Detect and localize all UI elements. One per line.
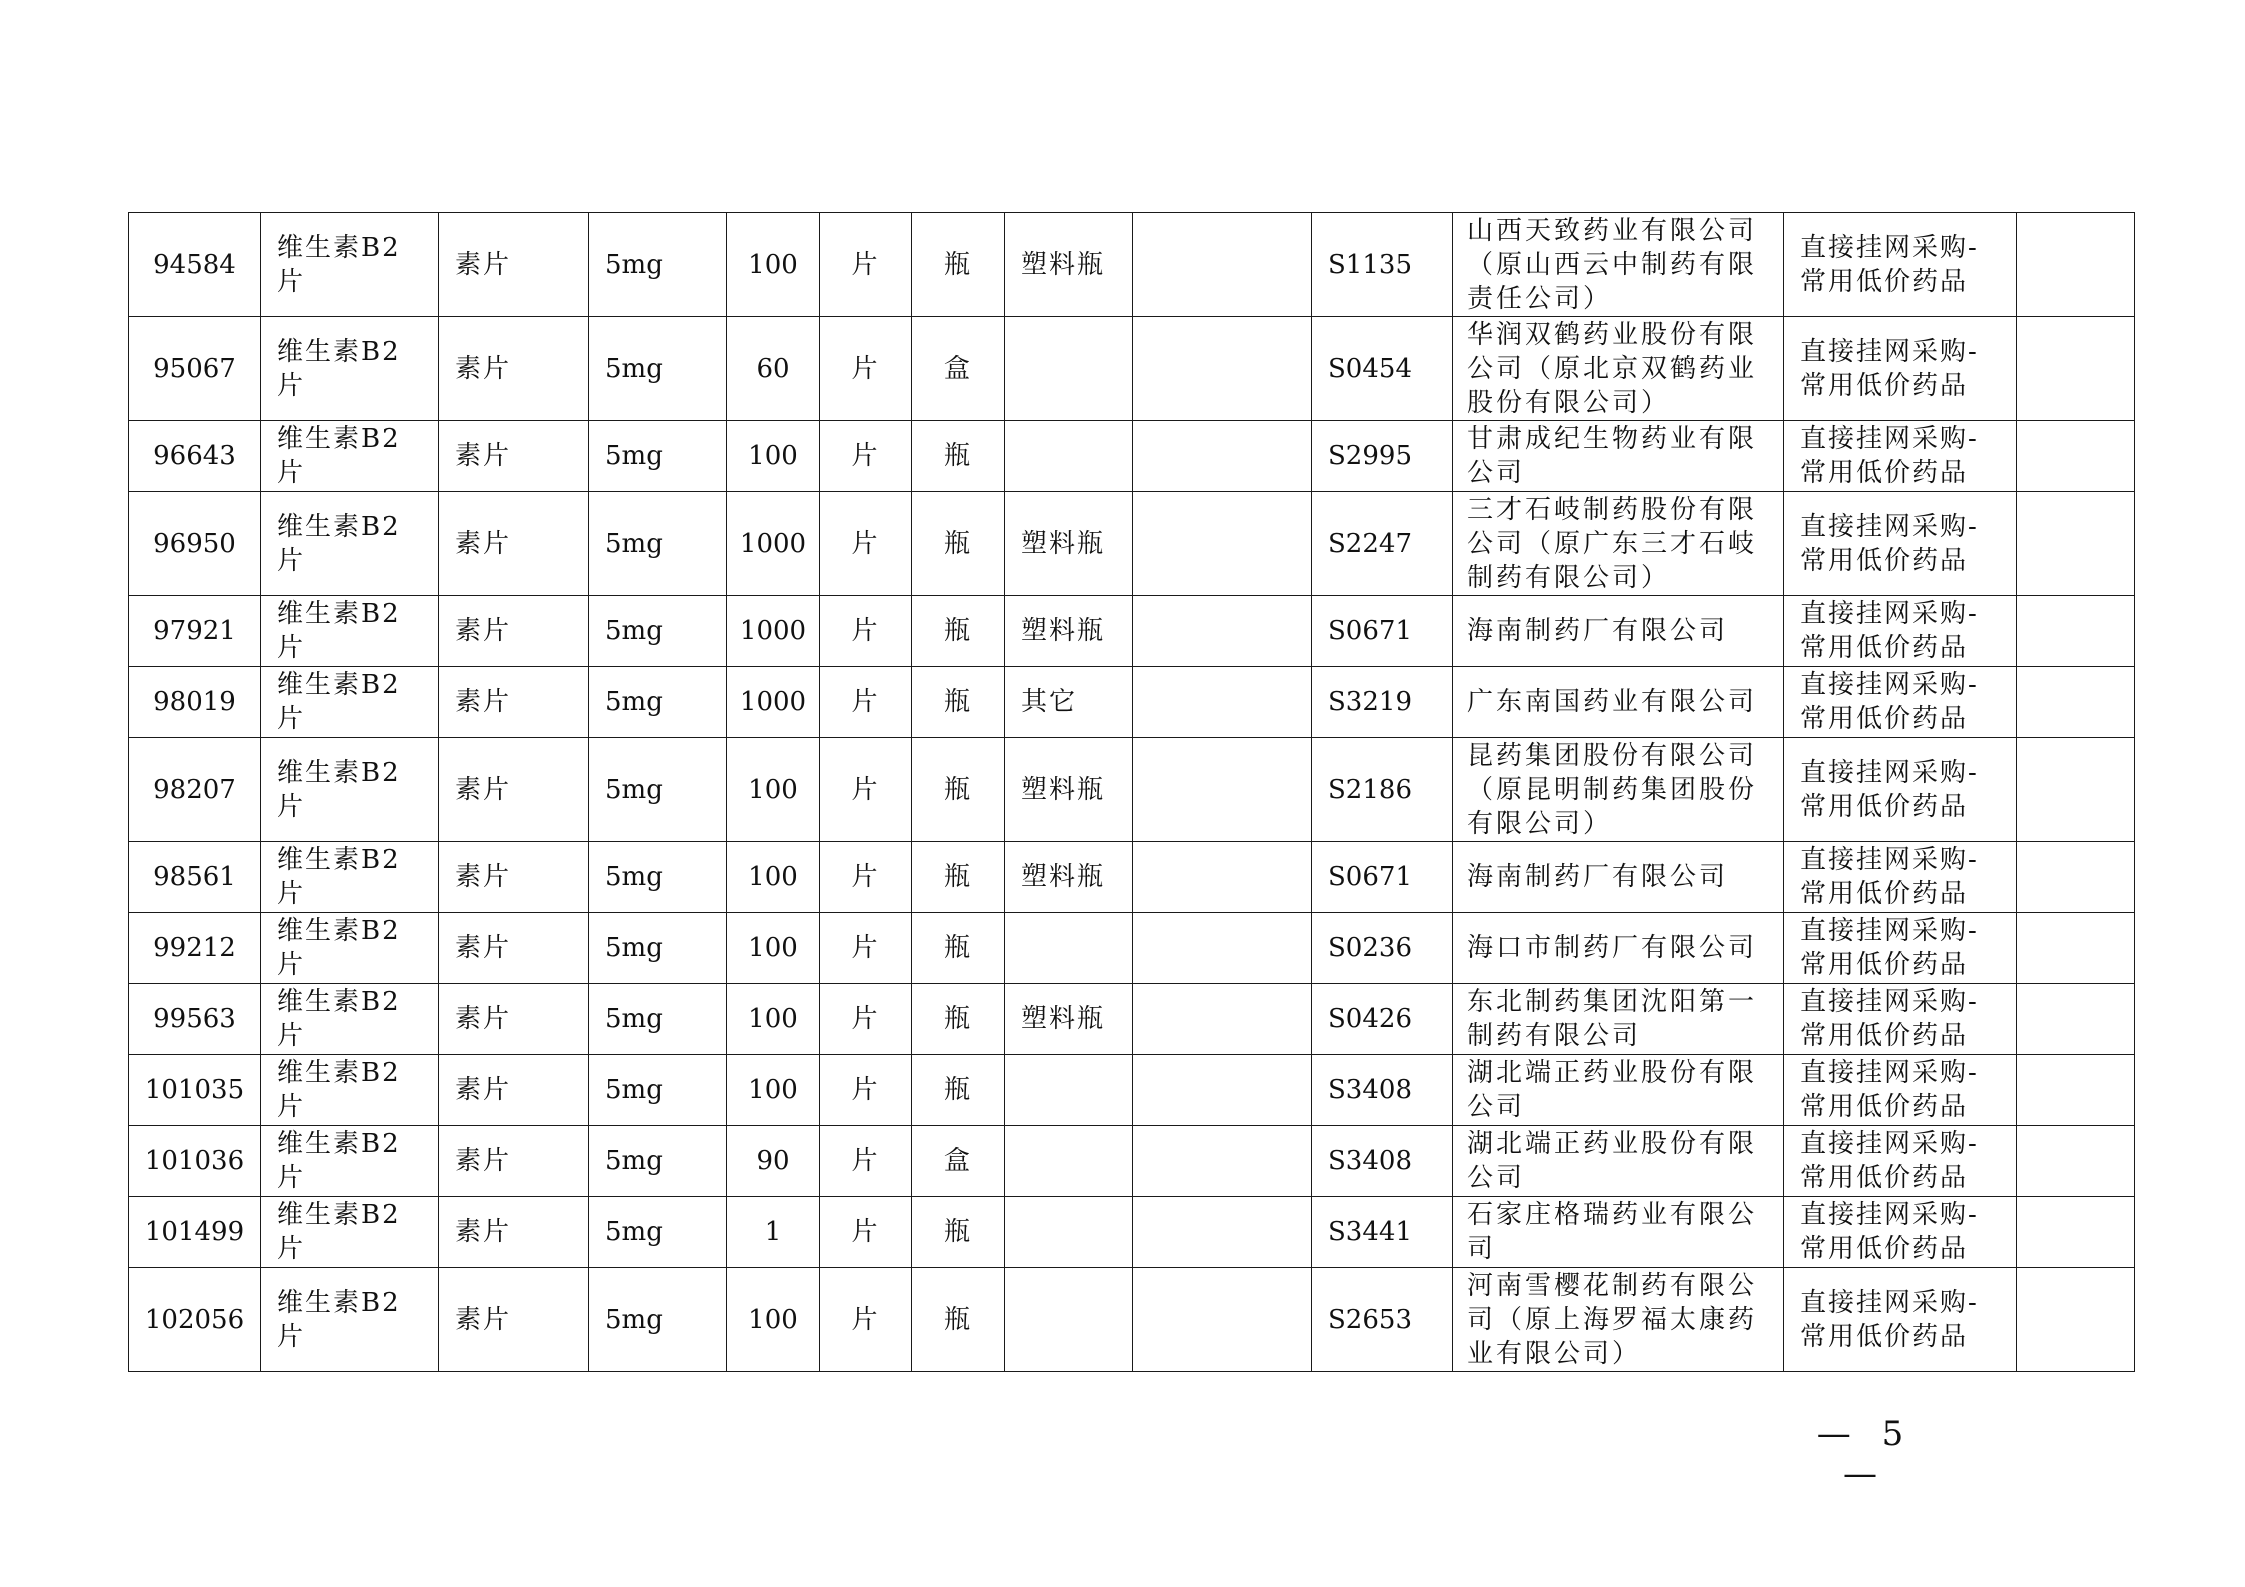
drug-name-cell: 维生素B2片 <box>261 1197 439 1268</box>
specification-cell: 5mg <box>589 213 727 317</box>
drug-name-cell: 维生素B2片 <box>261 421 439 492</box>
dosage-form-cell: 素片 <box>439 667 589 738</box>
procurement-method-cell: 直接挂网采购-常用低价药品 <box>1784 984 2017 1055</box>
empty-cell <box>1133 913 1312 984</box>
remark-cell <box>2017 421 2135 492</box>
table-row <box>129 492 2135 596</box>
manufacturer-cell: 甘肃成纪生物药业有限公司 <box>1453 421 1784 492</box>
drug-id-cell: 102056 <box>129 1268 261 1372</box>
drug-id-cell: 99563 <box>129 984 261 1055</box>
drug-id-cell: 98019 <box>129 667 261 738</box>
enterprise-code-cell: S2995 <box>1312 421 1453 492</box>
empty-cell <box>1133 1197 1312 1268</box>
pack-quantity-cell: 100 <box>727 984 820 1055</box>
manufacturer-cell: 湖北端正药业股份有限公司 <box>1453 1126 1784 1197</box>
manufacturer-cell: 石家庄格瑞药业有限公司 <box>1453 1197 1784 1268</box>
page-number: — 5 — <box>1816 1414 1914 1494</box>
package-unit-cell: 盒 <box>912 317 1005 421</box>
drug-name-cell: 维生素B2片 <box>261 738 439 842</box>
package-unit-cell: 瓶 <box>912 667 1005 738</box>
drug-name-cell: 维生素B2片 <box>261 1126 439 1197</box>
specification-cell: 5mg <box>589 984 727 1055</box>
pack-quantity-cell: 1000 <box>727 492 820 596</box>
pack-quantity-cell: 100 <box>727 1055 820 1126</box>
dosage-form-cell: 素片 <box>439 317 589 421</box>
drug-id-cell: 101036 <box>129 1126 261 1197</box>
dosage-form-cell: 素片 <box>439 213 589 317</box>
unit-cell: 片 <box>820 213 912 317</box>
remark-cell <box>2017 842 2135 913</box>
enterprise-code-cell: S0426 <box>1312 984 1453 1055</box>
specification-cell: 5mg <box>589 842 727 913</box>
table-row <box>129 913 2135 984</box>
dosage-form-cell: 素片 <box>439 984 589 1055</box>
empty-cell <box>1133 492 1312 596</box>
remark-cell <box>2017 213 2135 317</box>
remark-cell <box>2017 984 2135 1055</box>
unit-cell: 片 <box>820 421 912 492</box>
pack-quantity-cell: 100 <box>727 913 820 984</box>
unit-cell: 片 <box>820 492 912 596</box>
procurement-method-cell: 直接挂网采购-常用低价药品 <box>1784 842 2017 913</box>
package-unit-cell: 瓶 <box>912 913 1005 984</box>
empty-cell <box>1133 842 1312 913</box>
drug-id-cell: 101035 <box>129 1055 261 1126</box>
drug-name-cell: 维生素B2片 <box>261 213 439 317</box>
package-unit-cell: 盒 <box>912 1126 1005 1197</box>
unit-cell: 片 <box>820 738 912 842</box>
unit-cell: 片 <box>820 596 912 667</box>
package-material-cell: 塑料瓶 <box>1005 492 1133 596</box>
specification-cell: 5mg <box>589 913 727 984</box>
enterprise-code-cell: S1135 <box>1312 213 1453 317</box>
unit-cell: 片 <box>820 667 912 738</box>
enterprise-code-cell: S2653 <box>1312 1268 1453 1372</box>
package-unit-cell: 瓶 <box>912 596 1005 667</box>
empty-cell <box>1133 1126 1312 1197</box>
enterprise-code-cell: S3408 <box>1312 1055 1453 1126</box>
enterprise-code-cell: S0671 <box>1312 596 1453 667</box>
specification-cell: 5mg <box>589 1126 727 1197</box>
manufacturer-cell: 华润双鹤药业股份有限公司（原北京双鹤药业股份有限公司） <box>1453 317 1784 421</box>
package-unit-cell: 瓶 <box>912 1268 1005 1372</box>
empty-cell <box>1133 213 1312 317</box>
enterprise-code-cell: S3441 <box>1312 1197 1453 1268</box>
manufacturer-cell: 海口市制药厂有限公司 <box>1453 913 1784 984</box>
package-material-cell: 塑料瓶 <box>1005 738 1133 842</box>
empty-cell <box>1133 1055 1312 1126</box>
table-row <box>129 421 2135 492</box>
pack-quantity-cell: 90 <box>727 1126 820 1197</box>
package-material-cell: 塑料瓶 <box>1005 842 1133 913</box>
remark-cell <box>2017 667 2135 738</box>
empty-cell <box>1133 667 1312 738</box>
enterprise-code-cell: S3408 <box>1312 1126 1453 1197</box>
package-material-cell <box>1005 1126 1133 1197</box>
enterprise-code-cell: S2186 <box>1312 738 1453 842</box>
drug-listing-table <box>128 212 2135 1372</box>
specification-cell: 5mg <box>589 1268 727 1372</box>
pack-quantity-cell: 100 <box>727 1268 820 1372</box>
procurement-method-cell: 直接挂网采购-常用低价药品 <box>1784 1126 2017 1197</box>
procurement-method-cell: 直接挂网采购-常用低价药品 <box>1784 738 2017 842</box>
dosage-form-cell: 素片 <box>439 913 589 984</box>
pack-quantity-cell: 1000 <box>727 596 820 667</box>
package-material-cell <box>1005 913 1133 984</box>
specification-cell: 5mg <box>589 492 727 596</box>
empty-cell <box>1133 317 1312 421</box>
unit-cell: 片 <box>820 913 912 984</box>
package-unit-cell: 瓶 <box>912 1055 1005 1126</box>
drug-name-cell: 维生素B2片 <box>261 913 439 984</box>
dosage-form-cell: 素片 <box>439 1268 589 1372</box>
specification-cell: 5mg <box>589 667 727 738</box>
remark-cell <box>2017 492 2135 596</box>
drug-id-cell: 96643 <box>129 421 261 492</box>
enterprise-code-cell: S0236 <box>1312 913 1453 984</box>
package-unit-cell: 瓶 <box>912 421 1005 492</box>
drug-name-cell: 维生素B2片 <box>261 317 439 421</box>
dosage-form-cell: 素片 <box>439 738 589 842</box>
empty-cell <box>1133 1268 1312 1372</box>
drug-name-cell: 维生素B2片 <box>261 1268 439 1372</box>
package-material-cell: 其它 <box>1005 667 1133 738</box>
package-material-cell <box>1005 1055 1133 1126</box>
drug-name-cell: 维生素B2片 <box>261 596 439 667</box>
unit-cell: 片 <box>820 984 912 1055</box>
procurement-method-cell: 直接挂网采购-常用低价药品 <box>1784 1197 2017 1268</box>
dosage-form-cell: 素片 <box>439 1055 589 1126</box>
remark-cell <box>2017 1197 2135 1268</box>
procurement-method-cell: 直接挂网采购-常用低价药品 <box>1784 492 2017 596</box>
pack-quantity-cell: 100 <box>727 213 820 317</box>
pack-quantity-cell: 1000 <box>727 667 820 738</box>
table-row <box>129 1126 2135 1197</box>
manufacturer-cell: 湖北端正药业股份有限公司 <box>1453 1055 1784 1126</box>
table-row <box>129 1268 2135 1372</box>
unit-cell: 片 <box>820 1126 912 1197</box>
procurement-method-cell: 直接挂网采购-常用低价药品 <box>1784 213 2017 317</box>
package-material-cell: 塑料瓶 <box>1005 213 1133 317</box>
package-unit-cell: 瓶 <box>912 984 1005 1055</box>
specification-cell: 5mg <box>589 1055 727 1126</box>
package-material-cell <box>1005 421 1133 492</box>
dosage-form-cell: 素片 <box>439 1197 589 1268</box>
drug-name-cell: 维生素B2片 <box>261 667 439 738</box>
pack-quantity-cell: 100 <box>727 738 820 842</box>
drug-name-cell: 维生素B2片 <box>261 842 439 913</box>
table-row <box>129 984 2135 1055</box>
empty-cell <box>1133 738 1312 842</box>
enterprise-code-cell: S0454 <box>1312 317 1453 421</box>
table-row <box>129 213 2135 317</box>
unit-cell: 片 <box>820 1268 912 1372</box>
dosage-form-cell: 素片 <box>439 842 589 913</box>
package-material-cell <box>1005 317 1133 421</box>
remark-cell <box>2017 1055 2135 1126</box>
enterprise-code-cell: S3219 <box>1312 667 1453 738</box>
table-row <box>129 738 2135 842</box>
manufacturer-cell: 海南制药厂有限公司 <box>1453 596 1784 667</box>
specification-cell: 5mg <box>589 596 727 667</box>
drug-id-cell: 97921 <box>129 596 261 667</box>
unit-cell: 片 <box>820 317 912 421</box>
package-unit-cell: 瓶 <box>912 842 1005 913</box>
drug-id-cell: 94584 <box>129 213 261 317</box>
manufacturer-cell: 广东南国药业有限公司 <box>1453 667 1784 738</box>
package-unit-cell: 瓶 <box>912 738 1005 842</box>
package-material-cell: 塑料瓶 <box>1005 596 1133 667</box>
procurement-method-cell: 直接挂网采购-常用低价药品 <box>1784 596 2017 667</box>
pack-quantity-cell: 60 <box>727 317 820 421</box>
pack-quantity-cell: 1 <box>727 1197 820 1268</box>
procurement-method-cell: 直接挂网采购-常用低价药品 <box>1784 667 2017 738</box>
procurement-method-cell: 直接挂网采购-常用低价药品 <box>1784 913 2017 984</box>
drug-id-cell: 101499 <box>129 1197 261 1268</box>
unit-cell: 片 <box>820 1055 912 1126</box>
remark-cell <box>2017 913 2135 984</box>
remark-cell <box>2017 738 2135 842</box>
remark-cell <box>2017 317 2135 421</box>
package-material-cell <box>1005 1268 1133 1372</box>
procurement-method-cell: 直接挂网采购-常用低价药品 <box>1784 1268 2017 1372</box>
manufacturer-cell: 山西天致药业有限公司（原山西云中制药有限责任公司） <box>1453 213 1784 317</box>
table-row <box>129 1197 2135 1268</box>
procurement-method-cell: 直接挂网采购-常用低价药品 <box>1784 1055 2017 1126</box>
drug-name-cell: 维生素B2片 <box>261 492 439 596</box>
drug-name-cell: 维生素B2片 <box>261 1055 439 1126</box>
specification-cell: 5mg <box>589 421 727 492</box>
package-material-cell: 塑料瓶 <box>1005 984 1133 1055</box>
drug-id-cell: 98561 <box>129 842 261 913</box>
remark-cell <box>2017 1268 2135 1372</box>
manufacturer-cell: 河南雪樱花制药有限公司（原上海罗福太康药业有限公司） <box>1453 1268 1784 1372</box>
package-material-cell <box>1005 1197 1133 1268</box>
remark-cell <box>2017 596 2135 667</box>
empty-cell <box>1133 984 1312 1055</box>
empty-cell <box>1133 596 1312 667</box>
unit-cell: 片 <box>820 1197 912 1268</box>
dosage-form-cell: 素片 <box>439 1126 589 1197</box>
table-row <box>129 596 2135 667</box>
table-row <box>129 317 2135 421</box>
pack-quantity-cell: 100 <box>727 842 820 913</box>
unit-cell: 片 <box>820 842 912 913</box>
table-row <box>129 667 2135 738</box>
specification-cell: 5mg <box>589 317 727 421</box>
manufacturer-cell: 昆药集团股份有限公司（原昆明制药集团股份有限公司） <box>1453 738 1784 842</box>
empty-cell <box>1133 421 1312 492</box>
drug-id-cell: 96950 <box>129 492 261 596</box>
package-unit-cell: 瓶 <box>912 1197 1005 1268</box>
drug-id-cell: 98207 <box>129 738 261 842</box>
package-unit-cell: 瓶 <box>912 492 1005 596</box>
enterprise-code-cell: S0671 <box>1312 842 1453 913</box>
specification-cell: 5mg <box>589 1197 727 1268</box>
enterprise-code-cell: S2247 <box>1312 492 1453 596</box>
table-row <box>129 1055 2135 1126</box>
drug-name-cell: 维生素B2片 <box>261 984 439 1055</box>
manufacturer-cell: 海南制药厂有限公司 <box>1453 842 1784 913</box>
dosage-form-cell: 素片 <box>439 492 589 596</box>
remark-cell <box>2017 1126 2135 1197</box>
procurement-method-cell: 直接挂网采购-常用低价药品 <box>1784 317 2017 421</box>
package-unit-cell: 瓶 <box>912 213 1005 317</box>
dosage-form-cell: 素片 <box>439 421 589 492</box>
dosage-form-cell: 素片 <box>439 596 589 667</box>
drug-id-cell: 99212 <box>129 913 261 984</box>
manufacturer-cell: 东北制药集团沈阳第一制药有限公司 <box>1453 984 1784 1055</box>
table-row <box>129 842 2135 913</box>
pack-quantity-cell: 100 <box>727 421 820 492</box>
manufacturer-cell: 三才石岐制药股份有限公司（原广东三才石岐制药有限公司） <box>1453 492 1784 596</box>
drug-id-cell: 95067 <box>129 317 261 421</box>
procurement-method-cell: 直接挂网采购-常用低价药品 <box>1784 421 2017 492</box>
specification-cell: 5mg <box>589 738 727 842</box>
